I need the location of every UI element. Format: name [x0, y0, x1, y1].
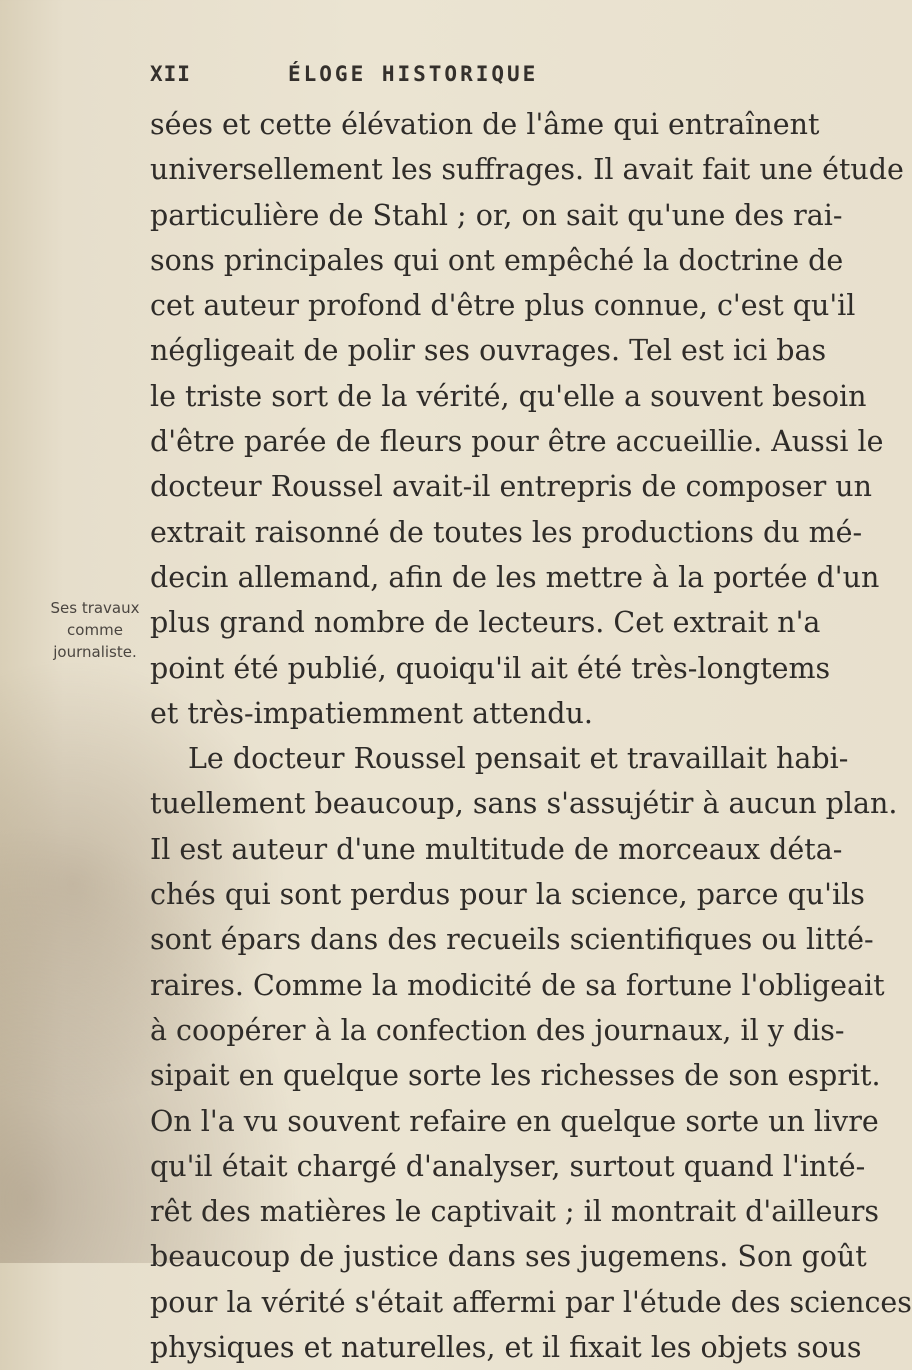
text-line: decin allemand, afin de les mettre à la portée d'un — [150, 560, 880, 594]
text-line: physiques et naturelles, et il fixait les objets sous — [150, 1331, 862, 1365]
text-line: cet auteur profond d'être plus connue, c'est qu'il — [150, 289, 856, 323]
text-line: sipait en quelque sorte les richesses de son esprit. — [150, 1059, 881, 1093]
text-line: sont épars dans des recueils scientifiques ou litté- — [150, 923, 874, 957]
page-number: XII — [150, 62, 191, 86]
text-line: d'être parée de fleurs pour être accueillie. Aussi le — [150, 425, 884, 459]
text-line: particulière de Stahl ; or, on sait qu'une des rai- — [150, 198, 843, 232]
text-line: rêt des matières le captivait ; il montrait d'ailleurs — [150, 1195, 880, 1229]
text-line: beaucoup de justice dans ses jugemens. Son goût — [150, 1240, 867, 1274]
text-line: sées et cette élévation de l'âme qui entraînent — [150, 108, 820, 141]
text-line: Il est auteur d'une multitude de morceaux déta- — [150, 832, 843, 866]
text-line: raires. Comme la modicité de sa fortune l'obligeait — [150, 968, 885, 1002]
text-line: sons principales qui ont empêché la doctrine de — [150, 243, 844, 277]
text-line: chés qui sont perdus pour la science, parce qu'ils — [150, 878, 865, 912]
text-line: plus grand nombre de lecteurs. Cet extrait n'a — [150, 606, 821, 640]
margin-note — [45, 597, 145, 663]
running-title: ÉLOGE HISTORIQUE — [288, 62, 539, 86]
text-line: point été publié, quoiqu'il ait été très-longtems — [150, 651, 831, 685]
running-head — [150, 62, 790, 102]
text-line: pour la vérité s'était affermi par l'étude des sciences — [150, 1285, 912, 1319]
margin-note-line: Ses travaux — [50, 599, 140, 617]
margin-note-line: comme — [67, 621, 123, 639]
text-line: On l'a vu souvent refaire en quelque sorte un livre — [150, 1104, 879, 1138]
paragraph-end-line: et très-impatiemment attendu. — [150, 696, 593, 730]
text-line: à coopérer à la confection des journaux, il y dis- — [150, 1013, 845, 1047]
body-text — [150, 102, 912, 1370]
margin-note-line: journaliste. — [53, 643, 137, 661]
text-line: le triste sort de la vérité, qu'elle a souvent besoin — [150, 379, 867, 413]
text-line: négligeait de polir ses ouvrages. Tel est ici bas — [150, 334, 827, 368]
text-line: qu'il était chargé d'analyser, surtout quand l'inté- — [150, 1149, 866, 1183]
text-line: extrait raisonné de toutes les productions du mé- — [150, 515, 863, 549]
text-line: docteur Roussel avait-il entrepris de composer un — [150, 470, 872, 504]
paragraph-start-line: Le docteur Roussel pensait et travaillait habi- — [188, 742, 849, 776]
text-line: universellement les suffrages. Il avait fait une étude — [150, 153, 904, 187]
text-line: tuellement beaucoup, sans s'assujétir à aucun plan. — [150, 787, 898, 821]
